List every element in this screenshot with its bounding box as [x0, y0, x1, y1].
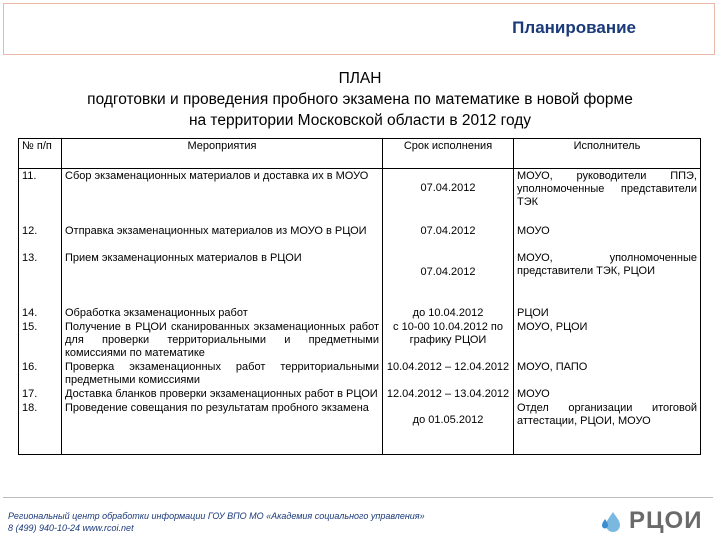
- row-deadline: [383, 401, 514, 455]
- row-executor: РЦОИ: [514, 306, 701, 320]
- row-deadline-text: 07.04.2012: [420, 182, 476, 194]
- row-event: Получение в РЦОИ сканированных экзаменационных работ для проверки территориальными и предметными комиссиями по математике: [62, 320, 383, 360]
- header-bar: [3, 3, 715, 55]
- table-row: [19, 251, 701, 306]
- plan-heading-line3: на территории Московской области в 2012 году: [188, 112, 532, 129]
- row-executor: МОУО, РЦОИ: [514, 320, 701, 360]
- row-num: 11.: [19, 169, 62, 225]
- row-deadline: 10.04.2012 – 12.04.2012: [383, 360, 514, 387]
- row-num: 14.: [19, 306, 62, 320]
- row-executor: МОУО: [514, 224, 701, 251]
- plan-heading: [0, 68, 720, 131]
- row-event: Сбор экзаменационных материалов и доставка их в МОУО: [62, 169, 383, 225]
- row-event: Проведение совещания по результатам пробного экзамена: [62, 401, 383, 455]
- header-num: № п/п: [19, 139, 62, 169]
- logo-text: РЦОИ: [629, 507, 703, 534]
- table-header-row: [19, 139, 701, 169]
- row-executor: МОУО, руководители ППЭ, уполномоченные представители ТЭК: [514, 169, 701, 225]
- table-row: [19, 360, 701, 387]
- row-deadline: 12.04.2012 – 13.04.2012: [383, 387, 514, 401]
- footer-info: [8, 510, 425, 534]
- row-num: 18.: [19, 401, 62, 455]
- row-deadline: до 10.04.2012: [383, 306, 514, 320]
- plan-table: [18, 138, 701, 455]
- plan-heading-line2: подготовки и проведения пробного экзамена по математике в новой форме: [87, 91, 633, 108]
- page-title: Планирование: [512, 18, 636, 37]
- row-executor: МОУО, ПАПО: [514, 360, 701, 387]
- row-num: 15.: [19, 320, 62, 360]
- row-deadline: с 10-00 10.04.2012 по графику РЦОИ: [383, 320, 514, 360]
- table-row: [19, 320, 701, 360]
- row-executor: Отдел организации итоговой аттестации, РЦОИ, МОУО: [514, 401, 701, 455]
- plan-heading-line1: ПЛАН: [338, 70, 382, 87]
- header-executor: Исполнитель: [514, 139, 701, 169]
- table-row: [19, 224, 701, 251]
- row-event: Обработка экзаменационных работ: [62, 306, 383, 320]
- row-deadline: 07.04.2012: [383, 224, 514, 251]
- row-deadline: [383, 169, 514, 225]
- row-event: Доставка бланков проверки экзаменационных работ в РЦОИ: [62, 387, 383, 401]
- header-deadline: Срок исполнения: [383, 139, 514, 169]
- header-event: Мероприятия: [62, 139, 383, 169]
- table-row: [19, 401, 701, 455]
- footer-org: Региональный центр обработки информации ГОУ ВПО МО «Академия социального управления»: [8, 511, 425, 521]
- row-num: 12.: [19, 224, 62, 251]
- row-event: Прием экзаменационных материалов в РЦОИ: [62, 251, 383, 306]
- table-row: [19, 387, 701, 401]
- row-deadline: [383, 251, 514, 306]
- table-row: [19, 306, 701, 320]
- row-executor: МОУО, уполномоченные представители ТЭК, РЦОИ: [514, 251, 701, 306]
- row-executor: МОУО: [514, 387, 701, 401]
- footer: [3, 497, 713, 541]
- row-num: 17.: [19, 387, 62, 401]
- row-num: 13.: [19, 251, 62, 306]
- logo-drop-large: [606, 512, 620, 532]
- row-num: 16.: [19, 360, 62, 387]
- row-deadline-text: до 01.05.2012: [412, 414, 484, 426]
- logo-drops-icon: [599, 509, 627, 537]
- rcoi-logo: [599, 509, 707, 537]
- table-row: [19, 169, 701, 225]
- logo-drop-small: [602, 519, 608, 529]
- footer-contacts: 8 (499) 940-10-24 www.rcoi.net: [8, 523, 134, 533]
- row-event: Отправка экзаменационных материалов из МОУО в РЦОИ: [62, 224, 383, 251]
- row-event: Проверка экзаменационных работ территориальными предметными комиссиями: [62, 360, 383, 387]
- row-deadline-text: 07.04.2012: [420, 266, 476, 278]
